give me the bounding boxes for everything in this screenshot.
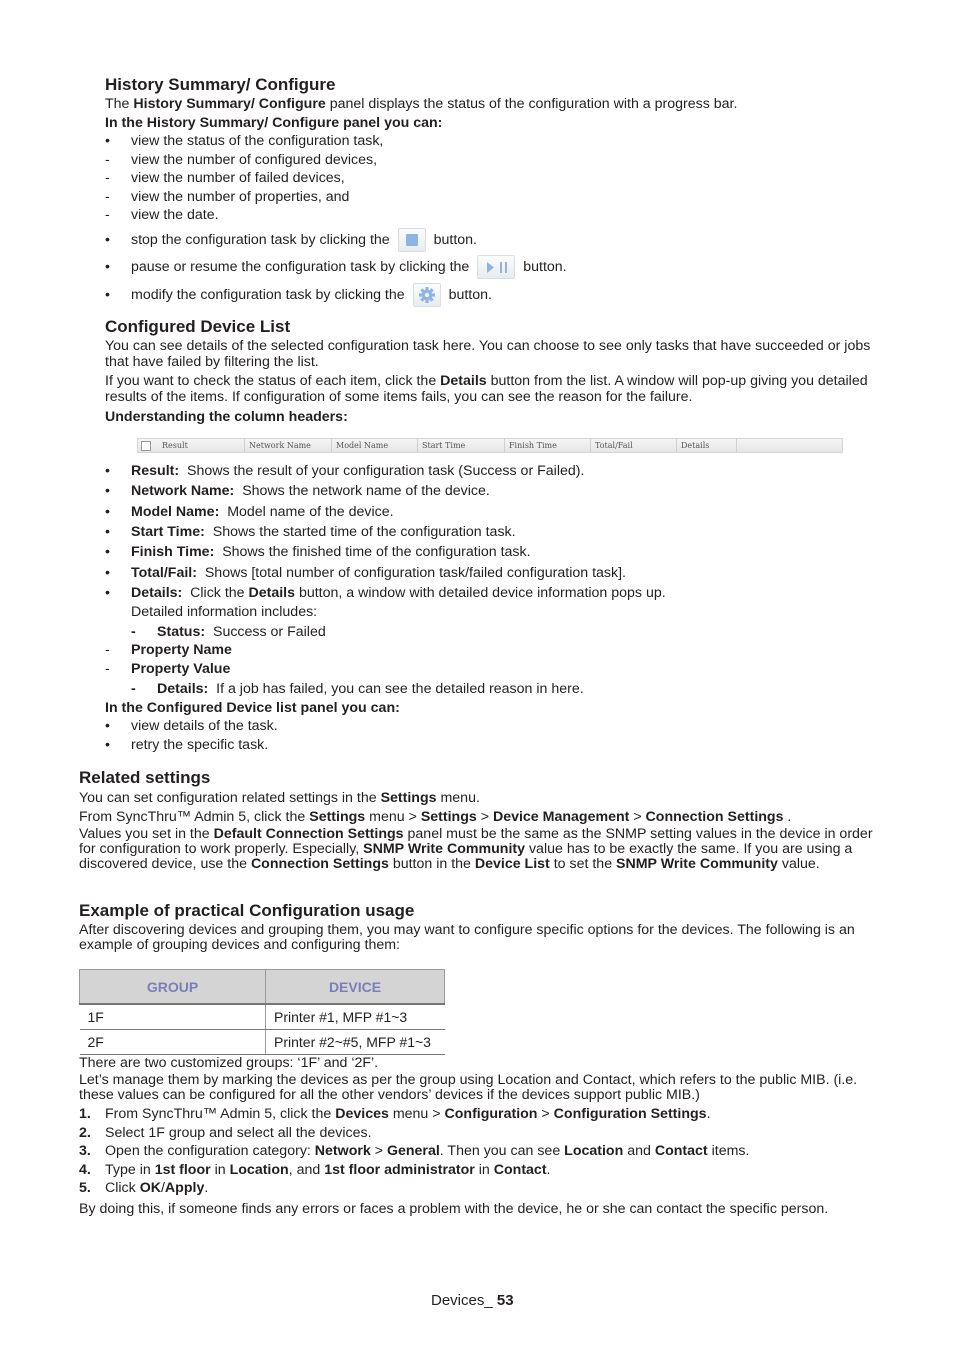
group-table [79,969,445,1055]
list-item: - Property Value [105,661,231,677]
table-cell: Printer #2~#5, MFP #1~3 [266,1030,445,1055]
list-item: 2. Select 1F group and select all the devices. [79,1125,372,1141]
list-item: • view details of the task. [105,718,278,734]
list-item: • Finish Time: Shows the finished time of the configuration task. [105,544,531,560]
configured-title: Configured Device List [105,317,291,336]
list-item: - view the date. [105,207,219,223]
after-table-text: There are two customized groups: ‘1F’ and ‘2F’. [79,1055,379,1071]
column-header-group: GROUP [80,970,266,1005]
understanding-heading: Understanding the column headers: [105,409,348,425]
list-item: 3. Open the configuration category: Network > General. Then you can see Location and Contact items. [79,1143,750,1159]
closing-paragraph: By doing this, if someone finds any errors or faces a problem with the device, he or she can contact the specific person. [79,1201,829,1217]
list-item: • view the status of the configuration task, [105,133,384,149]
history-title: History Summary/ Configure [105,75,336,94]
related-line-2: From SyncThru™ Admin 5, click the Settings menu > Settings > Device Management > Connection Settings . [79,809,792,825]
list-item: - view the number of configured devices, [105,152,378,168]
list-item: - view the number of failed devices, [105,170,345,186]
column-header-device: DEVICE [266,970,445,1005]
table-cell: 2F [80,1030,266,1055]
history-can-heading: In the History Summary/ Configure panel you can: [105,115,443,131]
list-item-modify: • [105,287,110,303]
list-item: 1. From SyncThru™ Admin 5, click the Devices menu > Configuration > Configuration Settings. [79,1106,711,1122]
table-row [80,1004,445,1030]
list-item: • Network Name: Shows the network name of the device. [105,483,490,499]
column-header[interactable]: Network Name [245,439,332,452]
related-title: Related settings [79,768,211,787]
list-item: • Model Name: Model name of the device. [105,504,394,520]
example-title: Example of practical Configuration usage [79,901,415,920]
column-header[interactable]: Finish Time [505,439,591,452]
related-paragraph: Values you set in the Default Connection Settings panel must be the same as the SNMP setting values in the device in order for configuration to work properly. Especially, SNMP Write Community value has to be exactly the same. If you are using a discovered device, use the Connection Settings button in the Device List to set the SNMP Write Community value. [79,826,873,872]
list-item: 5. Click OK/Apply. [79,1180,209,1196]
detailed-includes: Detailed information includes: [131,604,318,620]
modify-instruction: modify the configuration task by clicking the button. [131,283,492,307]
list-item: - view the number of properties, and [105,189,350,205]
table-cell: 1F [80,1004,266,1030]
example-intro: After discovering devices and grouping them, you may want to configure specific options for the devices. The following is an example of grouping devices and configuring them: [79,922,855,953]
list-item: • Start Time: Shows the started time of the configuration task. [105,524,516,540]
stop-instruction: stop the configuration task by clicking the button. [131,228,477,252]
table-cell: Printer #1, MFP #1~3 [266,1004,445,1030]
list-item-stop: • [105,232,110,248]
modify-button[interactable] [413,283,441,307]
stop-icon [406,234,418,246]
table-row [80,1030,445,1055]
column-header[interactable]: Details [677,439,737,452]
select-all-checkbox[interactable] [138,439,154,452]
list-item-pause: • [105,259,110,275]
column-header[interactable]: Start Time [418,439,505,452]
stop-button[interactable] [398,228,426,252]
pause-instruction: pause or resume the configuration task by clicking the button. [131,255,567,279]
list-item: - Property Name [105,642,232,658]
history-intro: The History Summary/ Configure panel displays the status of the configuration with a progress bar. [105,96,738,112]
play-pause-icon [478,256,514,278]
page-footer: Devices_ 53 [431,1292,514,1309]
list-item: 4. Type in 1st floor in Location, and 1st floor administrator in Contact. [79,1162,551,1178]
list-item: - Status: Success or Failed [131,624,326,640]
column-header[interactable]: Result [158,439,245,452]
list-item: • Result: Shows the result of your configuration task (Success or Failed). [105,463,585,479]
configured-can-heading: In the Configured Device list panel you can: [105,700,400,716]
related-line-1: You can set configuration related settings in the Settings menu. [79,790,480,806]
configured-paragraph-2: If you want to check the status of each item, click the Details button from the list. A window will pop-up giving you detailed results of the items. If configuration of some items fails, you can see the reason for the failure. [105,373,868,405]
column-header-bar [137,438,843,453]
play-pause-button[interactable] [477,255,515,279]
configured-paragraph-1: You can see details of the selected configuration task here. You can choose to see only tasks that have succeeded or jobs that have failed by filtering the list. [105,338,871,370]
manage-paragraph: Let’s manage them by marking the devices as per the group using Location and Contact, which refers to the public MIB. (i.e. these values can be configured for all the other vendors’ devices if the devices support public MIB.) [79,1072,858,1103]
list-item: • Details: Click the Details button, a window with detailed device information pops up. [105,585,666,601]
column-header[interactable]: Total/Fail [591,439,677,452]
table-header-row [80,970,445,1005]
list-item: - Details: If a job has failed, you can see the detailed reason in here. [131,681,584,697]
gear-icon [414,284,440,306]
list-item: • retry the specific task. [105,737,269,753]
list-item: • Total/Fail: Shows [total number of configuration task/failed configuration task]. [105,565,626,581]
column-header[interactable]: Model Name [332,439,418,452]
